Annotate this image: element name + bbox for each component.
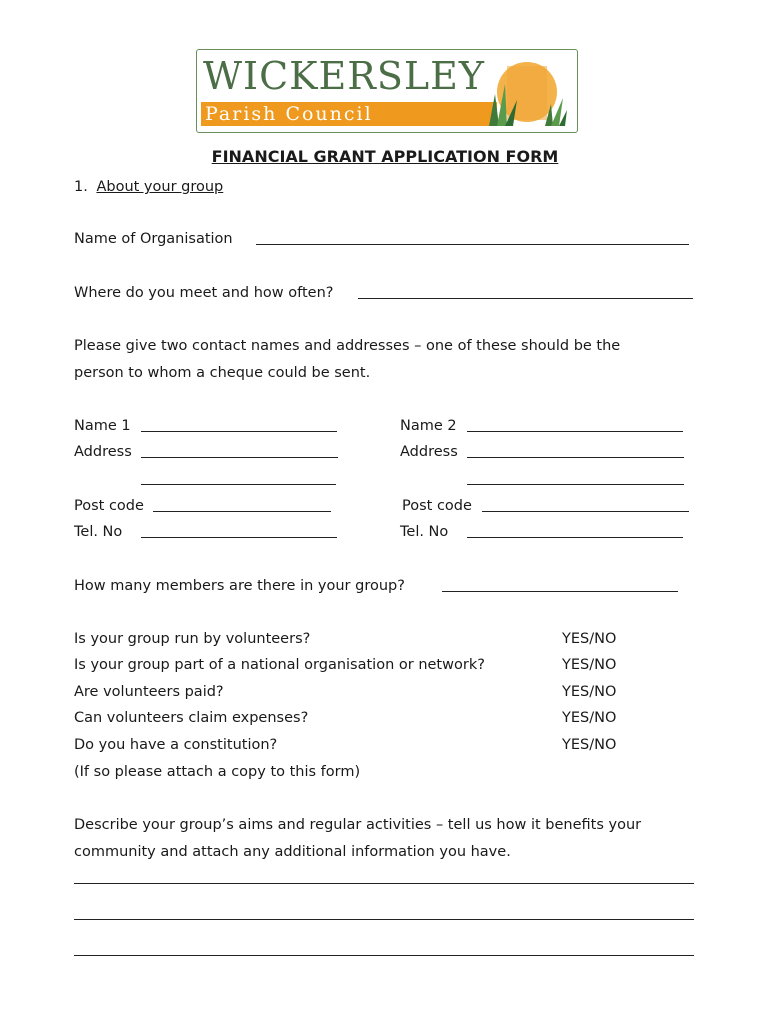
- question-paid: Are volunteers paid?: [74, 684, 224, 700]
- logo-name: WICKERSLEY: [203, 54, 485, 98]
- council-logo: [196, 49, 578, 133]
- members-label: How many members are there in your group?: [74, 578, 405, 594]
- question-expenses: Can volunteers claim expenses?: [74, 710, 309, 726]
- describe-answer-line-1[interactable]: [74, 883, 694, 884]
- contacts-intro-2: person to whom a cheque could be sent.: [74, 365, 371, 381]
- describe-answer-line-3[interactable]: [74, 955, 694, 956]
- postcode1-field[interactable]: [153, 511, 331, 512]
- section-heading: [74, 178, 223, 196]
- section-title: About your group: [96, 179, 224, 195]
- question-national: Is your group part of a national organisation or network?: [74, 657, 485, 673]
- address1-field-line2[interactable]: [141, 484, 336, 485]
- section-number: 1.: [74, 179, 88, 195]
- meet-field[interactable]: [358, 298, 693, 299]
- tel2-label: Tel. No: [400, 524, 449, 540]
- describe-line-1: Describe your group’s aims and regular activities – tell us how it benefits your: [74, 817, 642, 833]
- tel1-field[interactable]: [141, 537, 337, 538]
- describe-answer-line-2[interactable]: [74, 919, 694, 920]
- postcode2-label: Post code: [402, 498, 472, 514]
- name2-field[interactable]: [467, 431, 683, 432]
- address1-label: Address: [74, 444, 132, 460]
- answer-volunteers[interactable]: YES/NO: [562, 631, 617, 647]
- name1-label: Name 1: [74, 418, 131, 434]
- address1-field[interactable]: [141, 457, 338, 458]
- answer-paid[interactable]: YES/NO: [562, 684, 617, 700]
- answer-expenses[interactable]: YES/NO: [562, 710, 617, 726]
- tel1-label: Tel. No: [74, 524, 123, 540]
- address2-field-line2[interactable]: [467, 484, 684, 485]
- haystack-grass-icon: [485, 54, 569, 128]
- form-title: FINANCIAL GRANT APPLICATION FORM: [211, 147, 559, 166]
- address2-label: Address: [400, 444, 458, 460]
- logo-subtitle: Parish Council: [205, 103, 373, 125]
- describe-line-2: community and attach any additional information you have.: [74, 844, 511, 860]
- question-constitution: Do you have a constitution?: [74, 737, 278, 753]
- contacts-intro-1: Please give two contact names and addresses – one of these should be the: [74, 338, 621, 354]
- answer-constitution[interactable]: YES/NO: [562, 737, 617, 753]
- meet-label: Where do you meet and how often?: [74, 285, 334, 301]
- answer-national[interactable]: YES/NO: [562, 657, 617, 673]
- postcode2-field[interactable]: [482, 511, 689, 512]
- postcode1-label: Post code: [74, 498, 144, 514]
- tel2-field[interactable]: [467, 537, 683, 538]
- org-name-label: Name of Organisation: [74, 231, 233, 247]
- address2-field[interactable]: [467, 457, 684, 458]
- name2-label: Name 2: [400, 418, 457, 434]
- constitution-note: (If so please attach a copy to this form): [74, 764, 361, 780]
- question-volunteers: Is your group run by volunteers?: [74, 631, 311, 647]
- org-name-field[interactable]: [256, 244, 689, 245]
- name1-field[interactable]: [141, 431, 337, 432]
- members-field[interactable]: [442, 591, 678, 592]
